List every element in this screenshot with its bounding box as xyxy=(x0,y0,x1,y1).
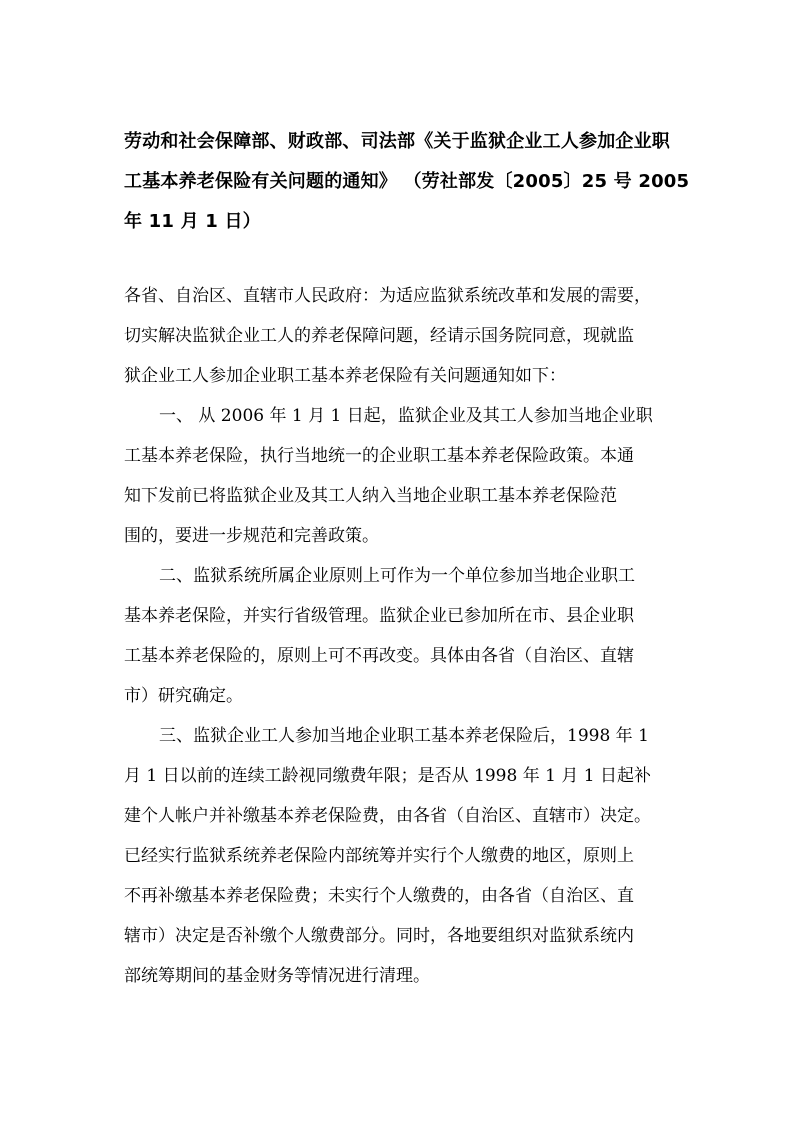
text-line: 三、监狱企业工人参加当地企业职工基本养老保险后，1998 年 1 xyxy=(159,726,649,746)
text-line: 市）研究确定。 xyxy=(124,686,243,706)
text-line: 已经实行监狱系统养老保险内部统筹并实行个人缴费的地区，原则上 xyxy=(124,846,634,866)
text-line: 二、监狱系统所属企业原则上可作为一个单位参加当地企业职工 xyxy=(159,566,635,586)
text-line: 工基本养老保险的，原则上可不再改变。具体由各省（自治区、直辖 xyxy=(124,646,634,666)
text-line: 辖市）决定是否补缴个人缴费部分。同时，各地要组织对监狱系统内 xyxy=(124,926,634,946)
document-body xyxy=(124,276,694,996)
text-line: 工基本养老保险，执行当地统一的企业职工基本养老保险政策。本通 xyxy=(124,446,634,466)
text-line: 围的，要进一步规范和完善政策。 xyxy=(124,526,379,546)
text-line: 建个人帐户并补缴基本养老保险费，由各省（自治区、直辖市）决定。 xyxy=(124,806,651,826)
title-line: 年 11 月 1 日） xyxy=(124,211,261,232)
text-line: 月 1 日以前的连续工龄视同缴费年限；是否从 1998 年 1 月 1 日起补 xyxy=(124,766,651,786)
paragraph-intro xyxy=(124,276,694,396)
text-line: 基本养老保险，并实行省级管理。监狱企业已参加所在市、县企业职 xyxy=(124,606,634,626)
text-line: 知下发前已将监狱企业及其工人纳入当地企业职工基本养老保险范 xyxy=(124,486,617,506)
paragraph-item-3 xyxy=(124,716,694,996)
text-line: 各省、自治区、直辖市人民政府：为适应监狱系统改革和发展的需要， xyxy=(124,286,651,306)
text-line: 狱企业工人参加企业职工基本养老保险有关问题通知如下： xyxy=(124,366,566,386)
title-line: 工基本养老保险有关问题的通知》 （劳社部发〔2005〕25 号 2005 xyxy=(124,171,690,192)
text-line: 一、 从 2006 年 1 月 1 日起，监狱企业及其工人参加当地企业职 xyxy=(159,406,653,426)
text-line: 不再补缴基本养老保险费；未实行个人缴费的，由各省（自治区、直 xyxy=(124,886,634,906)
document-title xyxy=(124,122,690,242)
paragraph-item-2 xyxy=(124,556,694,716)
text-line: 切实解决监狱企业工人的养老保障问题，经请示国务院同意，现就监 xyxy=(124,326,634,346)
title-line: 劳动和社会保障部、财政部、司法部《关于监狱企业工人参加企业职 xyxy=(124,131,670,152)
paragraph-item-1 xyxy=(124,396,694,556)
text-line: 部统筹期间的基金财务等情况进行清理。 xyxy=(124,966,430,986)
